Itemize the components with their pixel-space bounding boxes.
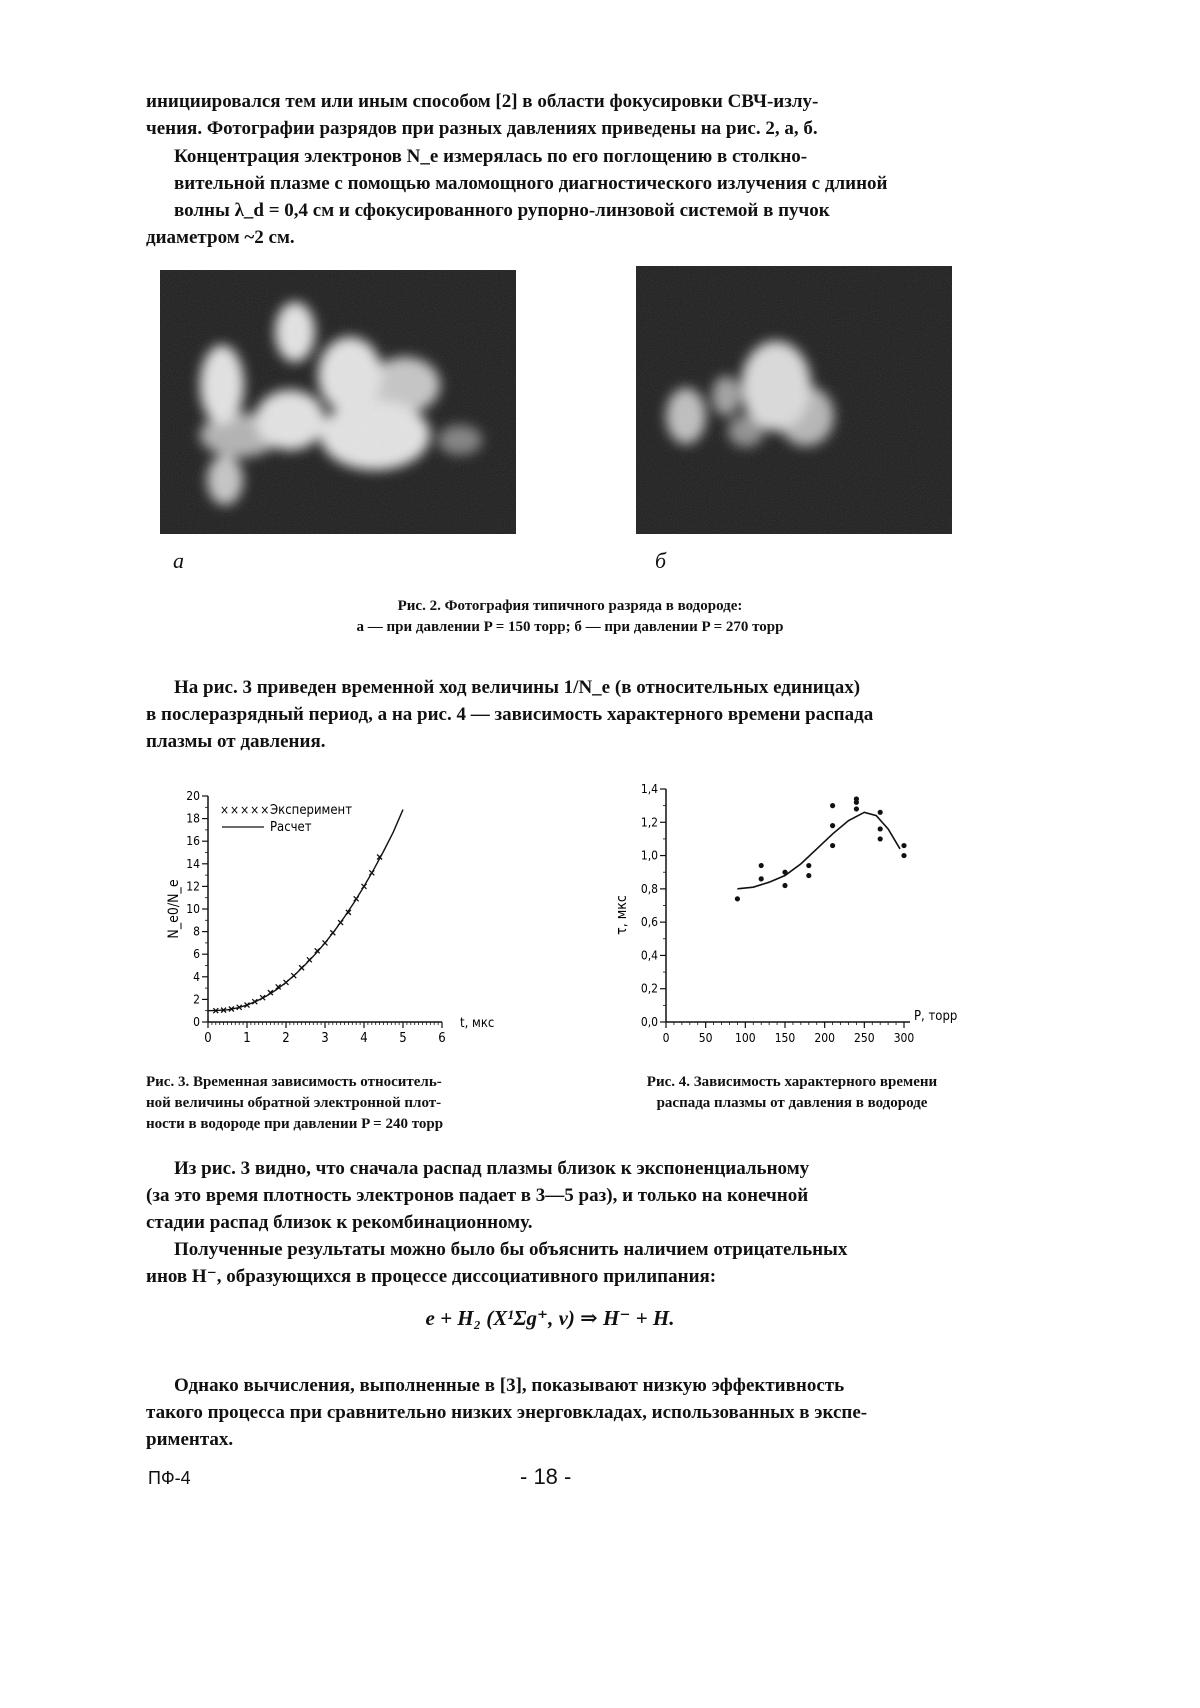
figure-4-caption	[598, 1072, 986, 1114]
experiment-point	[806, 873, 811, 878]
paragraph-1	[146, 88, 970, 142]
experiment-point	[299, 965, 304, 970]
y-tick-label: 0,4	[640, 948, 658, 963]
experiment-point	[330, 930, 335, 935]
footer-code: ПФ-4	[148, 1468, 191, 1488]
legend-marker-experiment: ×××××	[220, 803, 271, 817]
x-tick-label: 1	[243, 1031, 251, 1046]
y-tick-label: 12	[186, 879, 200, 894]
photo-label-b: б	[655, 548, 667, 573]
y-tick-label: 2	[193, 992, 200, 1007]
experiment-point	[782, 883, 787, 888]
figure-3-chart	[160, 778, 520, 1053]
text-line: волны λ_d = 0,4 см и сфокусированного рупорно-линзовой системой в пучок	[174, 200, 830, 221]
y-tick-label: 14	[186, 856, 200, 871]
caption-line: а — при давлении P = 150 торр; б — при давлении P = 270 торр	[356, 619, 784, 635]
y-tick-label: 4	[193, 969, 200, 984]
y-tick-label: 1,4	[640, 782, 658, 796]
caption-line: Рис. 4. Зависимость характерного времени	[646, 1074, 938, 1090]
caption-line: ной величины обратной электронной плот-	[146, 1095, 442, 1111]
y-tick-label: 10	[186, 902, 200, 916]
x-tick-label: 6	[438, 1031, 446, 1046]
experiment-point	[782, 870, 787, 875]
figure-3-caption	[146, 1072, 526, 1135]
paragraph-2	[146, 143, 970, 251]
x-tick-label: 100	[735, 1031, 756, 1045]
text-line: риментах.	[146, 1429, 234, 1450]
experiment-point	[854, 796, 859, 801]
experiment-point	[878, 836, 883, 841]
text-line: чения. Фотографии разрядов при разных давлениях приведены на рис. 2, а, б.	[146, 118, 818, 139]
text-line: такого процесса при сравнительно низких энерговкладах, использованных в экспе-	[146, 1402, 868, 1423]
text-line: Однако вычисления, выполненные в [3], показывают низкую эффективность	[174, 1375, 845, 1396]
text-line: На рис. 3 приведен временной ход величины 1/N_e (в относительных единицах)	[174, 677, 861, 698]
experiment-point	[830, 823, 835, 828]
text-line: вительной плазме с помощью маломощного диагностического излучения с длиной	[174, 173, 888, 194]
experiment-point	[759, 876, 764, 881]
paragraph-4	[146, 1155, 970, 1236]
paragraph-6	[146, 1372, 970, 1453]
text-line: плазмы от давления.	[146, 731, 326, 752]
experiment-point	[338, 920, 343, 925]
y-tick-label: 18	[186, 811, 200, 826]
y-tick-label: 0	[193, 1015, 200, 1029]
experiment-point	[354, 896, 359, 901]
text-line: инов H⁻, образующихся в процессе диссоциативного прилипания:	[146, 1266, 717, 1287]
experiment-point	[362, 884, 367, 889]
text-line: инициировался тем или иным способом [2] в области фокусировки СВЧ-излу-	[146, 91, 819, 112]
experiment-point	[901, 843, 906, 848]
text-line: Концентрация электронов N_e измерялась по его поглощению в столкно-	[174, 146, 808, 167]
legend-label-calc: Расчет	[270, 820, 312, 835]
caption-line: распада плазмы от давления в водороде	[656, 1095, 928, 1111]
y-tick-label: 0,8	[640, 881, 658, 896]
paragraph-5	[146, 1236, 970, 1290]
experiment-point	[323, 940, 328, 945]
x-tick-label: 150	[774, 1031, 796, 1045]
y-axis-label: τ, мкс	[614, 895, 630, 935]
experiment-point	[806, 863, 811, 868]
calc-series-line	[208, 810, 403, 1011]
text-line: в послеразрядный период, а на рис. 4 — зависимость характерного времени распада	[146, 704, 874, 725]
x-axis-label: t, мкс	[460, 1016, 495, 1031]
x-tick-label: 0	[204, 1031, 212, 1046]
experiment-point	[369, 870, 374, 875]
experiment-point	[759, 863, 764, 868]
reaction-formula: e + H₂ (X¹Σg⁺, v) ⇒ H⁻ + H.	[425, 1306, 675, 1330]
y-tick-label: 8	[193, 924, 200, 939]
y-tick-label: 0,2	[640, 981, 658, 996]
figure-4-chart	[612, 775, 982, 1050]
y-tick-label: 0,6	[640, 915, 658, 930]
text-line: диаметром ~2 см.	[146, 227, 295, 248]
x-tick-label: 50	[698, 1031, 713, 1045]
x-tick-label: 300	[893, 1031, 915, 1045]
experiment-point	[854, 806, 859, 811]
caption-line: Рис. 2. Фотография типичного разряда в водороде:	[397, 598, 743, 614]
y-tick-label: 0,0	[640, 1015, 658, 1029]
experiment-point	[830, 843, 835, 848]
x-tick-label: 2	[282, 1031, 290, 1046]
text-line: (за это время плотность электронов падает в 3—5 раз), и только на конечной	[146, 1185, 809, 1206]
x-tick-label: 250	[854, 1031, 875, 1045]
x-axis-label: P, торр	[914, 1009, 958, 1024]
x-tick-label: 0	[662, 1031, 670, 1045]
experiment-point	[901, 853, 906, 858]
legend-label-experiment: Эксперимент	[270, 803, 353, 818]
caption-line: Рис. 3. Временная зависимость относитель-	[146, 1074, 442, 1090]
figure-2-caption	[250, 596, 890, 638]
y-tick-label: 1,2	[640, 815, 658, 830]
y-tick-label: 20	[186, 789, 200, 803]
experiment-point	[878, 826, 883, 831]
text-line: стадии распад близок к рекомбинационному.	[146, 1212, 533, 1233]
experiment-point	[735, 896, 740, 901]
text-line: Из рис. 3 видно, что сначала распад плазмы близок к экспоненциальному	[174, 1158, 810, 1179]
experiment-point	[878, 810, 883, 815]
experiment-point	[284, 980, 289, 985]
page-number: - 18 -	[520, 1464, 572, 1489]
y-tick-label: 16	[186, 834, 200, 849]
discharge-photo-b	[636, 266, 952, 539]
text-line: Полученные результаты можно было бы объяснить наличием отрицательных	[174, 1239, 848, 1260]
caption-line: ности в водороде при давлении P = 240 торр	[146, 1116, 444, 1132]
experiment-point	[307, 957, 312, 962]
x-tick-label: 200	[814, 1031, 835, 1045]
y-tick-label: 1,0	[640, 848, 658, 863]
paragraph-3	[146, 674, 970, 755]
y-axis-label: N_e0/N_e	[166, 879, 182, 939]
photo-label-a: а	[173, 548, 184, 573]
experiment-point	[291, 973, 296, 978]
x-tick-label: 3	[321, 1031, 329, 1046]
x-tick-label: 5	[399, 1031, 407, 1046]
x-tick-label: 4	[360, 1031, 368, 1046]
experiment-point	[830, 803, 835, 808]
discharge-photo-a	[160, 270, 516, 539]
y-tick-label: 6	[193, 947, 200, 962]
